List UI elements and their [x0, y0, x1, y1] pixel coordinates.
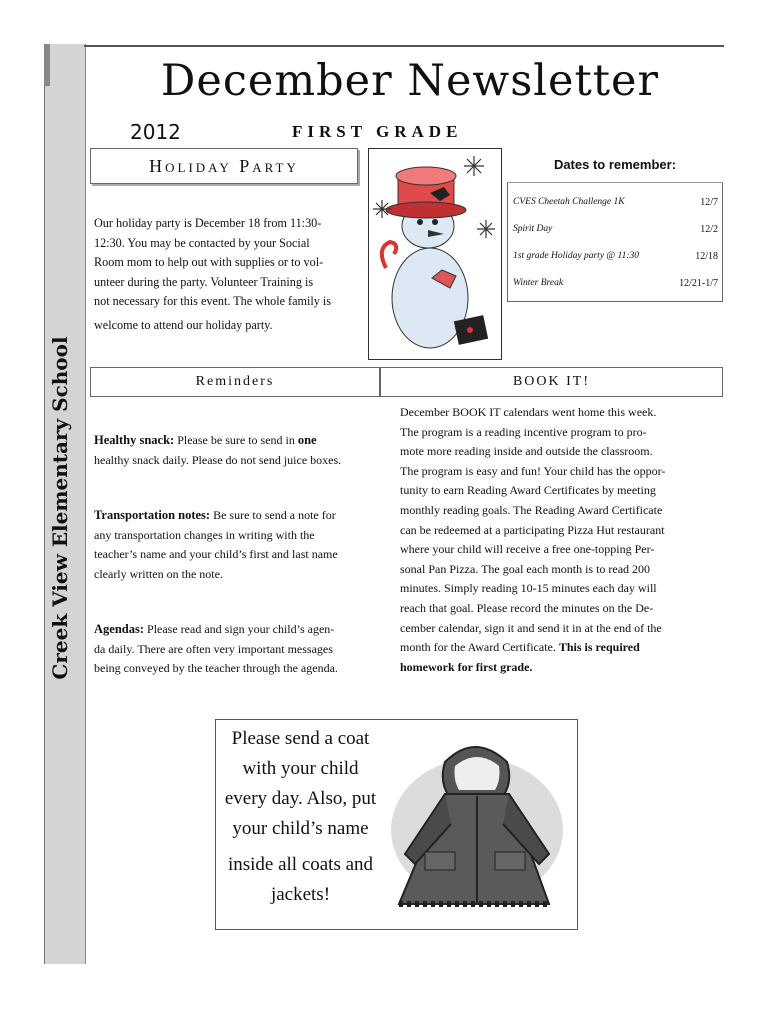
transport-text: clearly written on the note. [94, 566, 223, 581]
transport-text: teacher’s name and your child’s first and last name [94, 547, 338, 561]
bookit-emphasis: homework for first grade. [400, 659, 533, 674]
bookit-line: cember calendar, sign it and send it in at the end of the [400, 620, 662, 635]
coat-line: your child’s name [232, 818, 369, 839]
transport-label: Transportation notes: [94, 508, 211, 522]
healthy-snack-note [94, 431, 379, 470]
date-value: 12/7 [700, 197, 718, 208]
bookit-emphasis: This is required [558, 640, 640, 655]
bookit-line: can be redeemed at a participating Pizza Hut restaurant [400, 522, 665, 537]
agenda-label: Agendas: [94, 622, 145, 636]
year: 2012 [130, 120, 181, 144]
date-row [513, 197, 718, 207]
snack-label: Healthy snack: [94, 433, 175, 447]
school-name: Creek View Elementary School [48, 336, 72, 680]
newsletter-title: December Newsletter [160, 56, 660, 106]
party-line: Our holiday party is December 18 from 11:30- [94, 216, 322, 230]
coat-reminder-text [218, 724, 383, 910]
party-line: Room mom to help out with supplies or to vol- [94, 255, 324, 269]
holiday-party-heading: Holiday Party [149, 156, 299, 176]
date-label: 1st grade Holiday party @ 11:30 [513, 251, 639, 261]
date-row [513, 251, 718, 261]
date-value: 12/2 [700, 224, 718, 235]
party-line: welcome to attend our holiday party. [94, 317, 273, 332]
bookit-line: mote more reading inside and outside the classroom. [400, 444, 653, 459]
agenda-note [94, 620, 379, 679]
top-rule [84, 45, 724, 47]
transport-text: Be sure to send a note for [210, 508, 336, 522]
date-label: Winter Break [513, 278, 564, 288]
snack-text: healthy snack daily. Please do not send juice boxes. [94, 452, 342, 467]
dates-heading-box [507, 148, 723, 183]
bookit-line: The program is easy and fun! Your child has the oppor- [400, 463, 666, 478]
coat-illustration [385, 722, 565, 924]
bookit-heading: BOOK IT! [512, 374, 591, 389]
holiday-party-text [94, 214, 362, 335]
agenda-text: da daily. There are often very important messages [94, 641, 333, 656]
coat-line: inside all coats and [227, 854, 374, 875]
coat-line: every day. Also, put [224, 788, 377, 809]
holiday-party-heading-box [90, 148, 358, 184]
date-value: 12/21-1/7 [679, 278, 718, 289]
transportation-note [94, 506, 379, 584]
party-line: unteer during the party. Volunteer Training is [94, 274, 314, 289]
bookit-line: monthly reading goals. The Reading Award Certificate [400, 502, 663, 517]
agenda-text: Please read and sign your child’s agen- [144, 622, 335, 636]
transport-text: any transportation changes in writing with the [94, 527, 315, 542]
snowman-illustration [368, 148, 502, 360]
bookit-line: month for the Award Certificate. [400, 640, 559, 655]
party-line: not necessary for this event. The whole family is [94, 294, 332, 308]
party-line: 12:30. You may be contacted by your Social [94, 235, 310, 250]
bookit-heading-box [380, 367, 723, 397]
date-label: CVES Cheetah Challenge 1K [513, 197, 625, 207]
coat-line: jackets! [270, 884, 331, 905]
sidebar-accent [44, 44, 50, 86]
date-value: 12/18 [695, 251, 718, 262]
date-label: Spirit Day [513, 224, 553, 234]
bookit-text [400, 403, 710, 677]
coat-line: with your child [242, 758, 359, 779]
bookit-line: reach that goal. Please record the minutes on the De- [400, 600, 654, 615]
bookit-line: tunity to earn Reading Award Certificates by meeting [400, 483, 656, 498]
reminders-heading-box [90, 367, 380, 397]
bookit-line: sonal Pan Pizza. The goal each month is to read 200 [400, 561, 651, 576]
bookit-line: minutes. Simply reading 10-15 minutes each day will [400, 581, 657, 596]
snack-text: Please be sure to send in [177, 433, 298, 447]
coat-line: Please send a coat [231, 728, 370, 749]
agenda-text: being conveyed by the teacher through the agenda. [94, 661, 338, 675]
bookit-line: where your child will receive a free one-topping Per- [400, 542, 655, 557]
reminders-heading: Reminders [195, 374, 275, 389]
date-row [513, 278, 718, 288]
snack-emphasis: one [297, 433, 317, 447]
dates-heading: Dates to remember: [553, 157, 677, 172]
bookit-line: The program is a reading incentive program to pro- [400, 424, 647, 439]
grade-label: FIRST GRADE [292, 122, 463, 141]
bookit-line: December BOOK IT calendars went home this week. [400, 405, 657, 419]
date-row [513, 224, 718, 234]
